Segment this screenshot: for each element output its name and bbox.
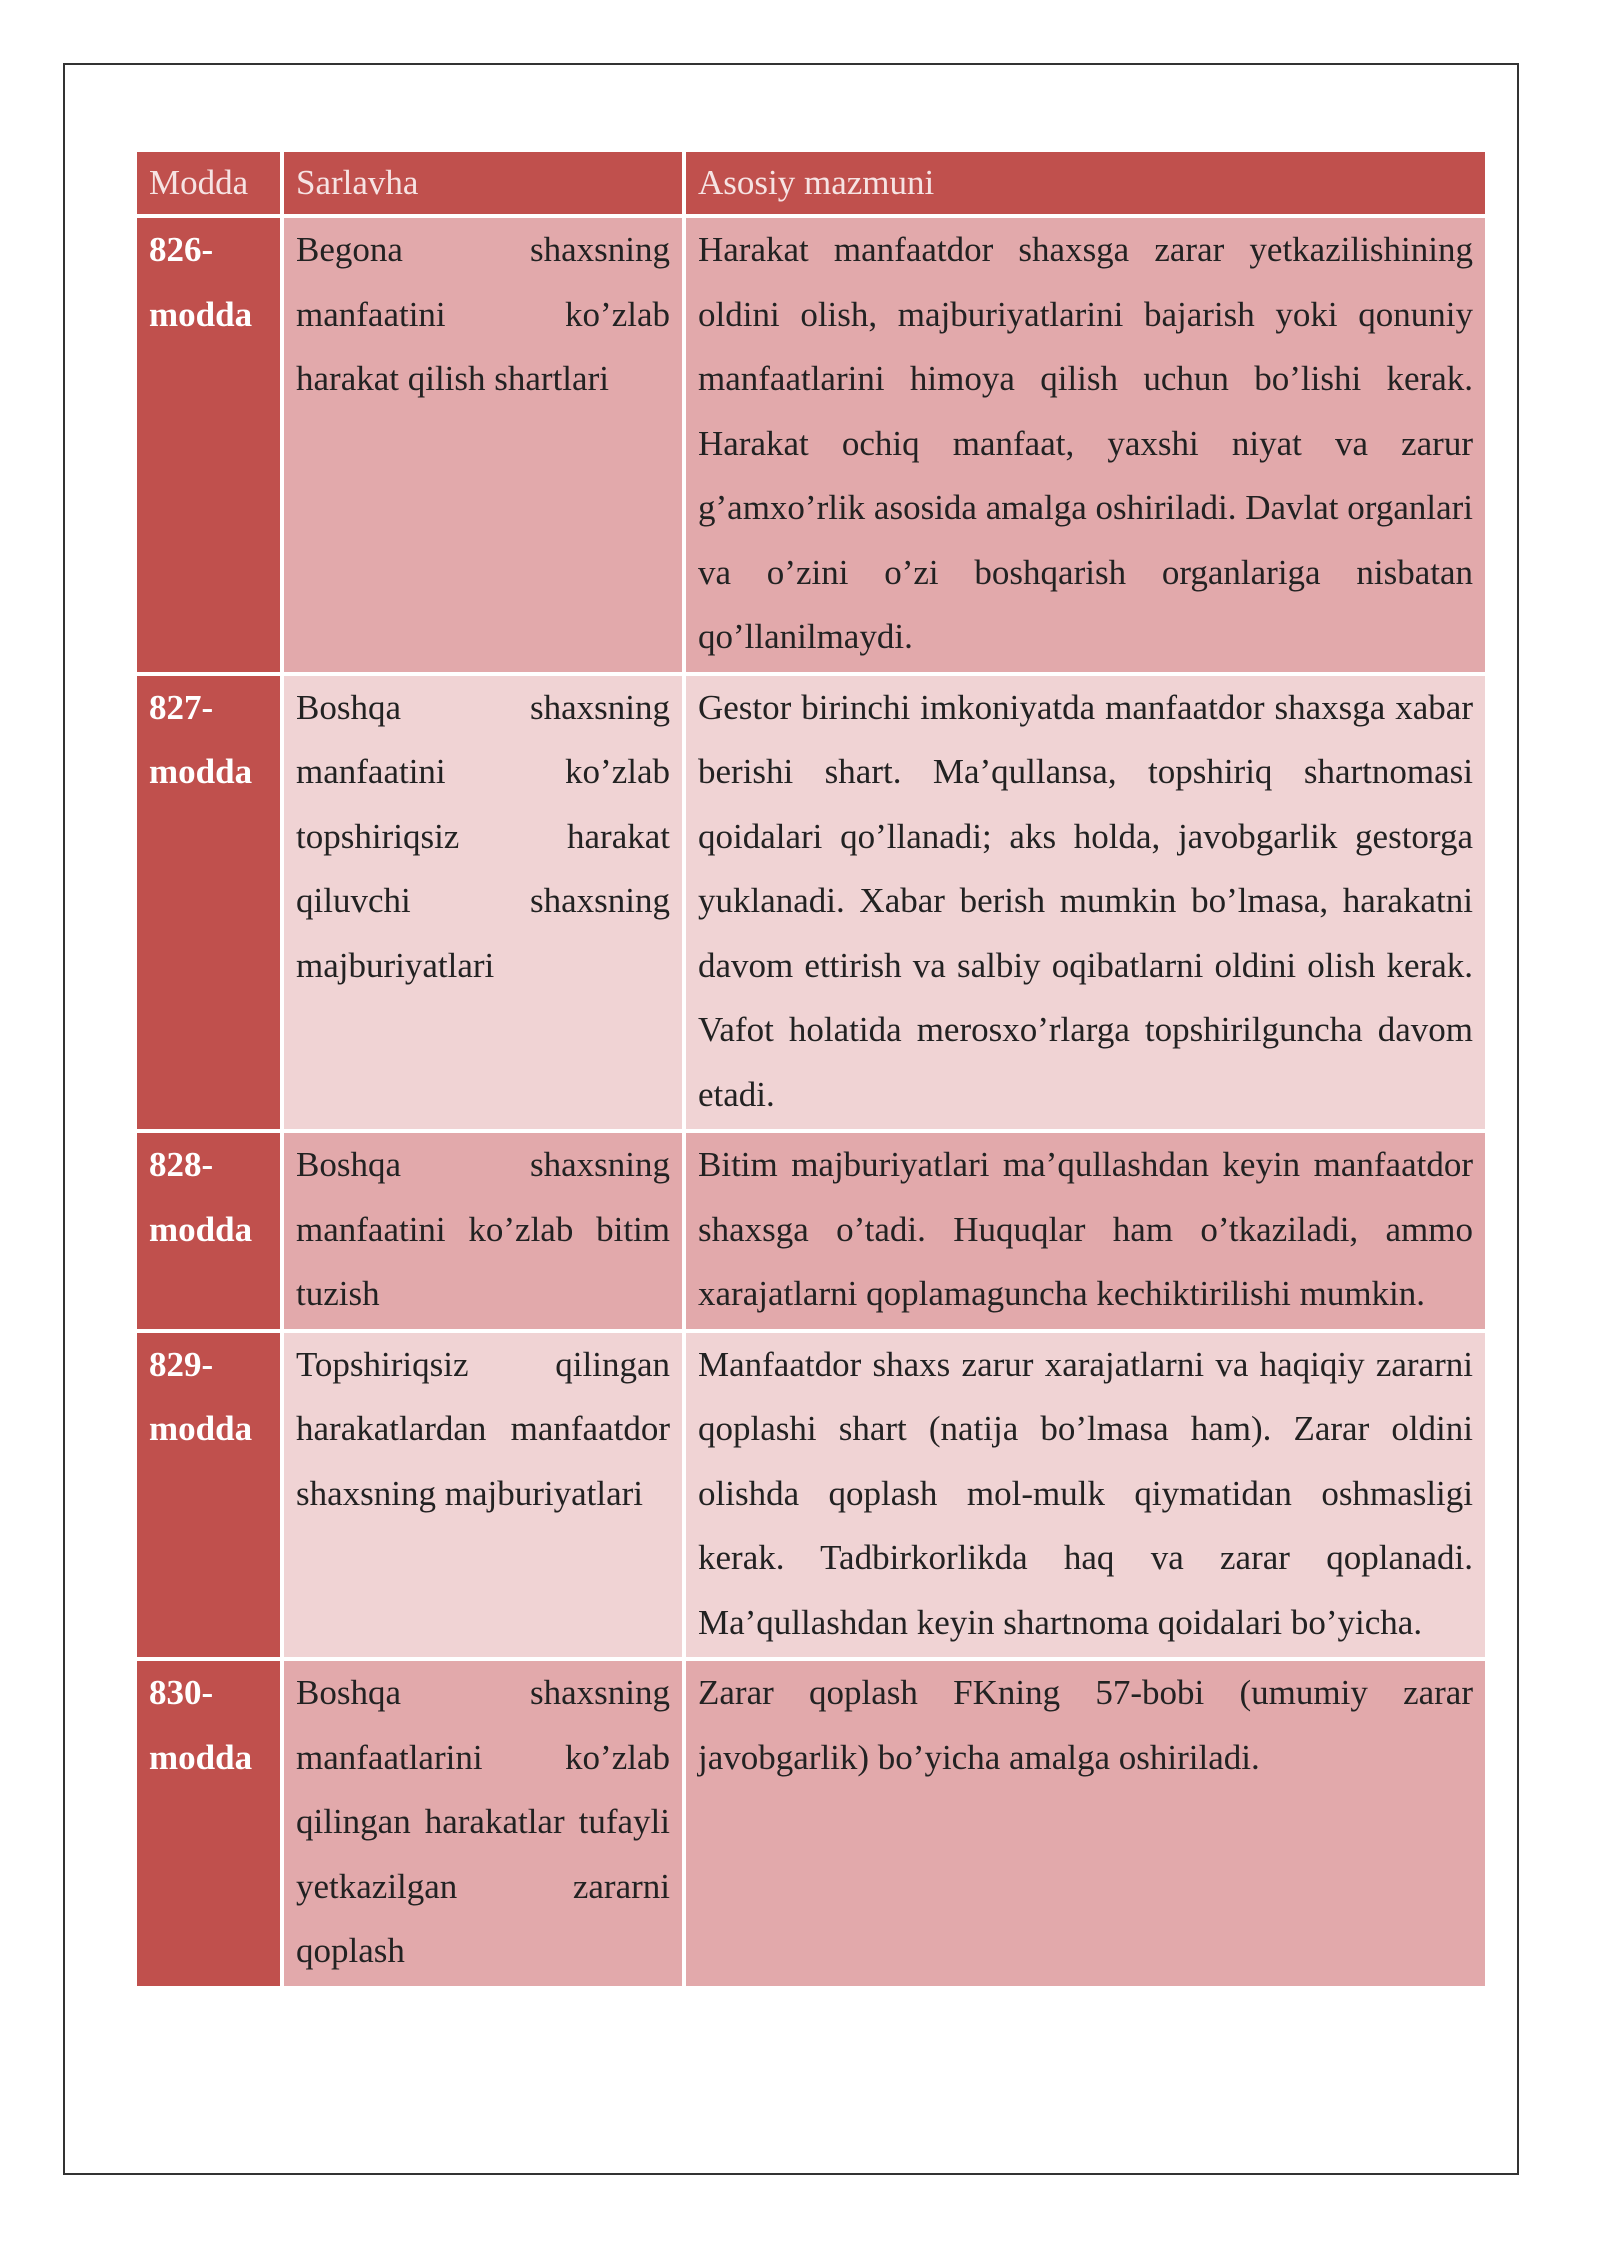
article-content: Zarar qoplash FKning 57-bobi (umumiy zarar javobgarlik) bo’yicha amalga oshiriladi. — [686, 1661, 1485, 1986]
article-number-value: 829- — [149, 1344, 214, 1384]
article-number-word: modda — [149, 1209, 253, 1249]
header-sarlavha: Sarlavha — [284, 152, 682, 214]
article-title: Topshiriqsiz qilingan harakatlardan manfaatdor shaxsning majburiyatlari — [284, 1333, 682, 1658]
article-number-value: 826- — [149, 230, 214, 269]
article-number — [137, 1661, 280, 1986]
article-number-value: 828- — [149, 1145, 214, 1184]
table-row — [137, 1133, 1485, 1329]
article-number-word: modda — [149, 1737, 253, 1777]
article-number — [137, 1133, 280, 1329]
article-content: Bitim majburiyatlari ma’qullashdan keyin manfaatdor shaxsga o’tadi. Huquqlar ham o’tkaziladi, ammo xarajatlarni qoplamaguncha kechiktirilishi mumkin. — [686, 1133, 1485, 1329]
table-row — [137, 676, 1485, 1130]
article-number-word: modda — [149, 294, 253, 334]
article-title: Boshqa shaxsning manfaatini ko’zlab topshiriqsiz harakat qiluvchi shaxsning majburiyatlari — [284, 676, 682, 1130]
table-row — [137, 1661, 1485, 1986]
article-content: Manfaatdor shaxs zarur xarajatlarni va haqiqiy zararni qoplashi shart (natija bo’lmasa ham). Zarar oldini olishda qoplash mol-mulk qiymatidan oshmasligi kerak. Tadbirkorlikda haq va zarar qoplanadi. Ma’qullashdan keyin shartnoma qoidalari bo’yicha. — [686, 1333, 1485, 1658]
header-modda: Modda — [137, 152, 280, 214]
article-number-value: 827- — [149, 687, 214, 727]
articles-table — [133, 148, 1489, 1990]
article-content: Harakat manfaatdor shaxsga zarar yetkazilishining oldini olish, majburiyatlarini bajarish yoki qonuniy manfaatlarini himoya qilish uchun bo’lishi kerak. Harakat ochiq manfaat, yaxshi niyat va zarur g’amxo’rlik asosida amalga oshiriladi. Davlat organlari va o’zini o’zi boshqarish organlariga nisbatan qo’llanilmaydi. — [686, 218, 1485, 672]
article-number-value: 830- — [149, 1673, 214, 1712]
article-content: Gestor birinchi imkoniyatda manfaatdor shaxsga xabar berishi shart. Ma’qullansa, topshiriq shartnomasi qoidalari qo’llanadi; aks holda, javobgarlik gestorga yuklanadi. Xabar berish mumkin bo’lmasa, harakatni davom ettirish va salbiy oqibatlarni oldini olish kerak. Vafot holatida merosxo’rlarga topshirilguncha davom etadi. — [686, 676, 1485, 1130]
article-number-word: modda — [149, 1409, 253, 1448]
article-title: Begona shaxsning manfaatini ko’zlab harakat qilish shartlari — [284, 218, 682, 672]
article-number — [137, 676, 280, 1130]
header-asosiy-mazmuni: Asosiy mazmuni — [686, 152, 1485, 214]
article-title: Boshqa shaxsning manfaatini ko’zlab bitim tuzish — [284, 1133, 682, 1329]
table-header-row — [137, 152, 1485, 214]
article-number — [137, 218, 280, 672]
article-title: Boshqa shaxsning manfaatlarini ko’zlab qilingan harakatlar tufayli yetkazilgan zararni qoplash — [284, 1661, 682, 1986]
article-number — [137, 1333, 280, 1658]
article-number-word: modda — [149, 752, 253, 791]
table-row — [137, 1333, 1485, 1658]
table-row — [137, 218, 1485, 672]
